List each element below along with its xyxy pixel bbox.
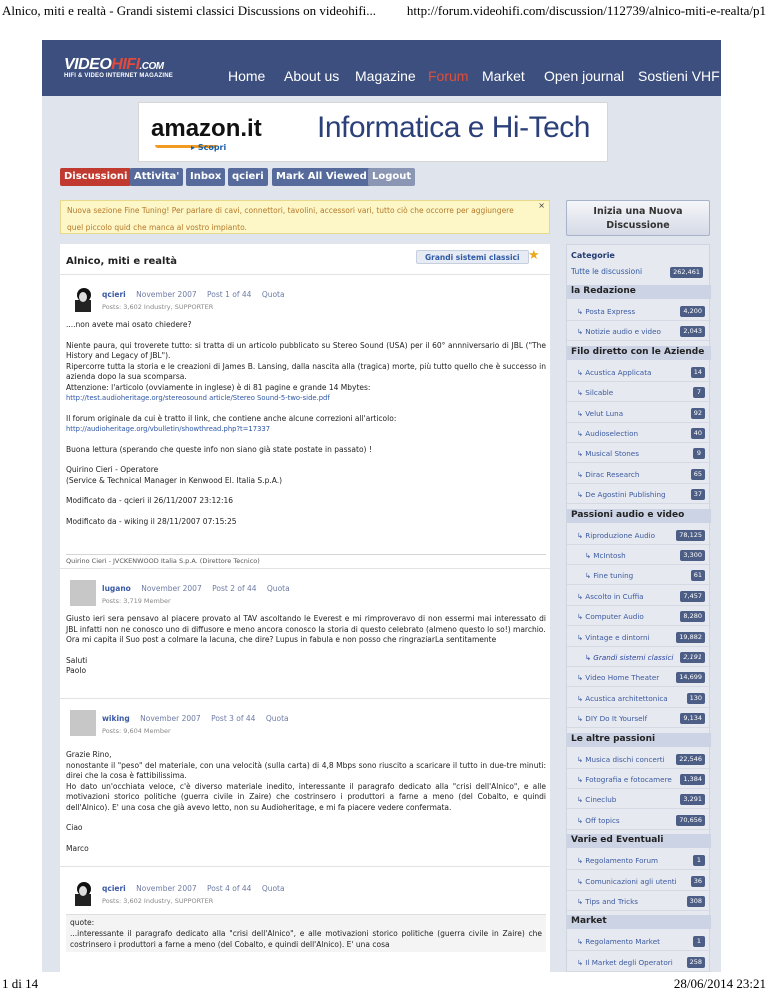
banner-title: Informatica e Hi-Tech (317, 111, 590, 144)
nav-market[interactable]: Market (482, 68, 525, 84)
sidebar-category-item[interactable] (567, 954, 711, 972)
count-badge: 2,191 (680, 652, 705, 663)
sidebar-category-item[interactable] (567, 649, 711, 667)
count-badge: 14,699 (676, 672, 705, 683)
count-badge: 7 (693, 387, 705, 398)
close-icon[interactable]: × (538, 201, 545, 210)
post-date[interactable]: November 2007 (136, 884, 197, 893)
sidebar-category-label: ↳ Regolamento Market (577, 937, 660, 947)
post-author-info: Posts: 3,602 Industry, SUPPORTER (102, 303, 214, 311)
sidebar-category-label: ↳ Grandi sistemi classici (585, 653, 674, 662)
page-wrapper (42, 40, 721, 972)
sidebar-category-item[interactable] (567, 486, 711, 504)
sidebar-category-label: ↳ Off topics (577, 815, 620, 825)
sidebar-category-item[interactable] (567, 893, 711, 911)
page-url-header: http://forum.videohifi.com/discussion/112739/alnico-miti-e-realta/p1 (406, 3, 766, 18)
sidebar-category-label: ↳ Dirac Research (577, 469, 640, 479)
sidebar-group-heading: Filo diretto con le Aziende (567, 346, 711, 360)
sidebar-category-label: ↳ Audioselection (577, 429, 639, 438)
nav-forum[interactable]: Forum (428, 68, 469, 84)
sidebar-category-item[interactable] (567, 364, 711, 382)
sidebar-category-item[interactable] (567, 608, 711, 626)
count-badge: 7,457 (680, 591, 705, 602)
discussion-title: Alnico, miti e realtà (66, 256, 178, 267)
sidebar-category-item[interactable] (567, 527, 711, 545)
sidebar-group-heading: Passioni audio e video (567, 509, 711, 523)
category-badge[interactable]: Grandi sistemi classici (416, 250, 529, 264)
sidebar-category-label: ↳ Comunicazioni agli utenti (577, 876, 677, 886)
print-header (0, 0, 768, 22)
sidebar-category-label: ↳ McIntosh (585, 551, 626, 560)
sidebar-category-label: ↳ Regolamento Forum (577, 856, 659, 866)
count-badge: 3,300 (680, 550, 705, 561)
sidebar-category-label: ↳ Tips and Tricks (577, 897, 639, 906)
sidebar-category-label: ↳ Video Home Theater (577, 673, 660, 683)
sidebar-category-label: ↳ Fotografia e fotocamere (577, 775, 672, 784)
post-position: Post 3 of 44 (211, 714, 256, 723)
sidebar-category-label: ↳ Il Market degli Operatori (577, 957, 673, 967)
notice-banner: Nuova sezione Fine Tuning! Per parlare di cavi, connettori, tavolini, accessori vari, tutto ciò che occorre per aggiungere quel piccolo quid che manca al vostro impianto. × (60, 200, 550, 234)
sidebar-category-label: ↳ Musical Stones (577, 449, 639, 459)
post-quote: quote: ...interessante il paragrafo dedicato alla "crisi dell'Alnico", e alle motivazioni storico politiche (guerra civile in Zaire) che costrinsero i produttori a farne a meno (del Cobalto, e quindi dell'Alnico). E' una cosa (66, 914, 546, 952)
nav-sostieni[interactable]: Sostieni VHF (638, 68, 720, 84)
tab-mark-all-viewed[interactable]: Mark All Viewed (272, 168, 371, 186)
post-body: Grazie Rino, nonostante il "peso" del materiale, con una velocità (sulla carta) di 4,8 Mbps sono riuscito a scaricare il tutto in due-tre minuti: direi che la cosa è fattibilissima. Ho dato un'occhiata veloce, c'è diverso materiale inedito, interessante il paragrafo dedicato alla "crisi dell'Alnico", e alle motivazioni storico politiche (guerra civile in Zaire) che costrinsero i produttori a farne a meno (del Cobalto, e quindi dell'Alnico). E' una cosa che già avevo letto, non su Audioheritage, e mi fa piacere vedere confermata. Ciao Marco (66, 750, 546, 853)
count-badge: 78,125 (676, 530, 705, 541)
sidebar-category-item[interactable] (567, 933, 711, 951)
count-badge: 40 (691, 428, 705, 439)
sidebar-category-label: ↳ Riproduzione Audio (577, 530, 656, 540)
new-discussion-button[interactable]: Inizia una Nuova Discussione (566, 200, 710, 236)
sidebar-category-item[interactable] (567, 669, 711, 687)
sidebar-category-item[interactable] (567, 791, 711, 809)
avatar[interactable] (70, 286, 96, 312)
quote-link[interactable]: Quota (261, 884, 285, 893)
banner-cta[interactable]: ▸ Scopri (191, 143, 227, 152)
count-badge: 65 (691, 469, 705, 480)
sidebar-category-label: ↳ Acustica architettonica (577, 693, 668, 703)
tab-attivita[interactable]: Attivita' (130, 168, 183, 186)
site-header (42, 40, 721, 96)
post-author-info: Posts: 9,604 Member (102, 727, 171, 735)
sidebar-title: Categorie (571, 251, 615, 260)
sidebar-category-item[interactable] (567, 588, 711, 606)
sidebar-category-label: ↳ Silcable (577, 388, 614, 398)
count-badge: 8,280 (680, 611, 705, 622)
count-badge: 1 (693, 855, 705, 866)
sidebar-category-label: ↳ Ascolto in Cuffia (577, 591, 644, 601)
count-badge: 262,461 (670, 267, 703, 278)
count-badge: 14 (691, 367, 705, 378)
nav-magazine[interactable]: Magazine (355, 68, 416, 84)
sidebar-category-item[interactable] (567, 812, 711, 830)
post-body: Giusto ieri sera pensavo al piacere provato al TAV ascoltando le Everest e mi rimproveravo di non essermi mai interessato di JBL infatti non ne conosco uno di diffusore e meno ancora conosco la storia di questo celebrato (almeno questo lo so!) marchio. Ora mi capita il Suo post a colmare la lacuna, che dire? Lupus in fabula e non posso che ringraziarLa sentitamente Saluti Paolo (66, 614, 546, 675)
count-badge: 308 (687, 896, 705, 907)
post-author[interactable]: wiking (102, 714, 130, 723)
sidebar-category-item[interactable] (567, 873, 711, 891)
nav-home[interactable]: Home (228, 68, 266, 84)
count-badge: 61 (691, 570, 705, 581)
print-footer (0, 976, 768, 994)
count-badge: 9,134 (680, 713, 705, 724)
post-date[interactable]: November 2007 (141, 584, 202, 593)
post-author[interactable]: qcieri (102, 290, 126, 299)
tab-logout[interactable]: Logout (368, 168, 415, 186)
tab-qcieri[interactable]: qcieri (228, 168, 268, 186)
post-position: Post 1 of 44 (207, 290, 252, 299)
sidebar-all-discussions[interactable]: Tutte le discussioni (571, 267, 643, 276)
sidebar-category-label: ↳ Velut Luna (577, 408, 624, 418)
tab-discussioni[interactable]: Discussioni (60, 168, 131, 186)
count-badge: 9 (693, 448, 705, 459)
count-badge: 1,384 (680, 774, 705, 785)
sidebar-group-heading: Varie ed Eventuali (567, 834, 711, 848)
sidebar-category-item[interactable] (567, 690, 711, 708)
count-badge: 3,291 (680, 794, 705, 805)
post-position: Post 2 of 44 (212, 584, 257, 593)
sidebar-category-item[interactable] (567, 425, 711, 443)
amazon-logo: amazon.it (151, 115, 262, 142)
post-position: Post 4 of 44 (207, 884, 252, 893)
sidebar-group-heading: la Redazione (567, 285, 711, 299)
post-author[interactable]: lugano (102, 584, 131, 593)
count-badge: 19,882 (676, 632, 705, 643)
sidebar-category-item[interactable] (567, 852, 711, 870)
count-badge: 130 (687, 693, 705, 704)
sidebar-category-item[interactable] (567, 405, 711, 423)
page-number: 1 di 14 (2, 976, 39, 991)
sidebar-category-label: ↳ Acustica Applicata (577, 367, 652, 377)
sidebar-category-label: ↳ Cineclub (577, 795, 617, 805)
post-body: ....non avete mai osato chiedere? Niente paura, qui troverete tutto: si tratta di un articolo pubblicato su Stereo Sound (USA) per il 60° annniversario di JBL ("The History and Legacy of JBL"). Ripercorre tutta la storia e le creazioni di James B. Lansing, dalla nascita alla (tragica) morte, più tutto quello che è successo in azienda dopo la sua scomparsa. Attenzione: l'articolo (ovviamente in inglese) è di 81 pagine e grande 14 Mbytes: http://test.audioheritage.org/stereosound article/Stereo Sound-5-two-side.pdf Il forum originale da cui è tratto il link, che contiene anche alcune correzioni all'articolo: http://audioheritage.org/vbulletin/showthread.php?t=17337 Buona lettura (sperando che queste info non siano già state postate in passato) ! Quirino Cieri - Operatore (Service & Technical Manager in Kenwood El. Italia S.p.A.) Modificato da - qcieri il 26/11/2007 23:12:16 Modificato da - wiking il 28/11/2007 07:15:25 (66, 320, 546, 526)
post-author-info: Posts: 3,602 Industry, SUPPORTER (102, 897, 214, 905)
count-badge: 36 (691, 876, 705, 887)
sidebar-category-item[interactable] (567, 629, 711, 647)
ad-banner[interactable] (138, 102, 608, 162)
sidebar-category-item[interactable] (567, 323, 711, 341)
count-badge: 22,546 (676, 754, 705, 765)
sidebar-category-item[interactable] (567, 771, 711, 789)
post-date[interactable]: November 2007 (140, 714, 201, 723)
nav-about-us[interactable]: About us (284, 68, 340, 84)
count-badge: 92 (691, 408, 705, 419)
quote-link[interactable]: Quota (265, 714, 289, 723)
sidebar-category-label: ↳ Fine tuning (585, 571, 634, 581)
sidebar-category-label: ↳ DIY Do It Yourself (577, 714, 648, 724)
nav-open-journal[interactable]: Open journal (544, 68, 625, 84)
avatar[interactable] (70, 880, 96, 906)
count-badge: 1 (693, 936, 705, 947)
post-author-info: Posts: 3,719 Member (102, 597, 171, 605)
post-author[interactable]: qcieri (102, 884, 126, 893)
page-title-header: Alnico, miti e realtà - Grandi sistemi classici Discussions on videohifi... (2, 3, 377, 18)
avatar[interactable] (70, 710, 96, 736)
post-date[interactable]: November 2007 (136, 290, 197, 299)
post-signature: Quirino Cieri - JVCKENWOOD Italia S.p.A. (Direttore Tecnico) (66, 554, 546, 565)
count-badge: 2,043 (680, 326, 705, 337)
sidebar-category-item[interactable] (567, 710, 711, 728)
bookmark-star-icon[interactable]: ★ (528, 248, 540, 263)
sidebar-category-label: ↳ De Agostini Publishing (577, 490, 666, 500)
category-sidebar (566, 244, 710, 972)
forum-link[interactable]: http://audioheritage.org/vbulletin/showthread.php?t=17337 (66, 425, 271, 433)
quote-link[interactable]: Quota (261, 290, 285, 299)
count-badge: 37 (691, 489, 705, 500)
count-badge: 4,200 (680, 306, 705, 317)
sidebar-category-label: ↳ Vintage e dintorni (577, 632, 650, 642)
sidebar-category-item[interactable] (567, 445, 711, 463)
sidebar-category-label: ↳ Notizie audio e video (577, 327, 661, 337)
sidebar-category-item[interactable] (567, 384, 711, 402)
avatar[interactable] (70, 580, 96, 606)
sidebar-category-label: ↳ Musica dischi concerti (577, 754, 665, 764)
print-datetime: 28/06/2014 23:21 (673, 976, 766, 991)
count-badge: 258 (687, 957, 705, 968)
tab-inbox[interactable]: Inbox (186, 168, 225, 186)
sidebar-group-heading: Market (567, 915, 711, 929)
article-link[interactable]: http://test.audioheritage.org/stereosound article/Stereo Sound-5-two-side.pdf (66, 394, 330, 402)
quote-link[interactable]: Quota (266, 584, 290, 593)
sidebar-category-label: ↳ Posta Express (577, 307, 636, 316)
discussion-content (60, 244, 550, 972)
sidebar-category-item[interactable] (567, 751, 711, 769)
site-logo[interactable]: VIDEOHIFI.COM HIFI & VIDEO INTERNET MAGAZINE (64, 56, 174, 79)
sidebar-category-label: ↳ Computer Audio (577, 612, 644, 622)
sidebar-group-heading: Le altre passioni (567, 733, 711, 747)
sidebar-category-item[interactable] (567, 303, 711, 321)
sidebar-category-item[interactable] (567, 567, 711, 585)
count-badge: 70,656 (676, 815, 705, 826)
sidebar-category-item[interactable] (567, 547, 711, 565)
sidebar-category-item[interactable] (567, 466, 711, 484)
